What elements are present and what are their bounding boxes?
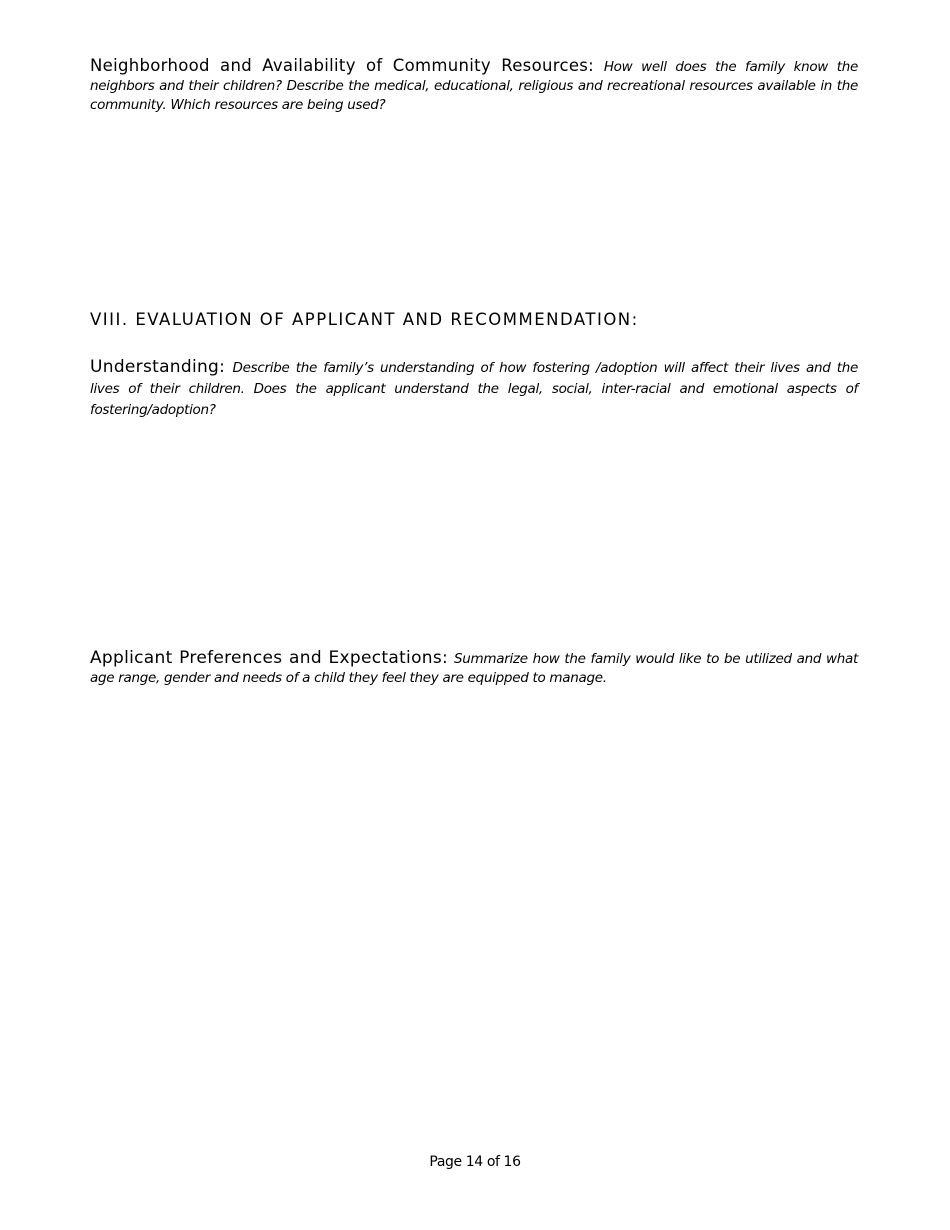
- understanding-section: [90, 357, 858, 420]
- preferences-section: [90, 649, 858, 687]
- page-number: Page 14 of 16: [429, 1154, 521, 1170]
- neighborhood-heading-colon: :: [588, 56, 595, 75]
- understanding-heading: Understanding:: [90, 357, 226, 377]
- preferences-prompt: Summarize how the family would like to be utilized and what age range, gender and needs of a child they feel they are equipped to manage.: [90, 651, 859, 686]
- evaluation-section-heading: VIII. EVALUATION OF APPLICANT AND RECOMMENDATION:: [90, 310, 639, 329]
- neighborhood-section: [90, 57, 858, 114]
- neighborhood-prompt: How well does the family know the neighbors and their children? Describe the medical, educational, religious and recreational resources available in the community. Which resources are being used?: [90, 59, 858, 113]
- preferences-heading: Applicant Preferences and Expectations:: [90, 648, 449, 668]
- neighborhood-heading: Neighborhood and Availability of Community Resources: [90, 56, 589, 75]
- understanding-prompt: Describe the family’s understanding of how fostering /adoption will affect their lives and the lives of their children. Does the applicant understand the legal, social, inter-racial and emotional aspects of fostering/adoption?: [90, 360, 858, 418]
